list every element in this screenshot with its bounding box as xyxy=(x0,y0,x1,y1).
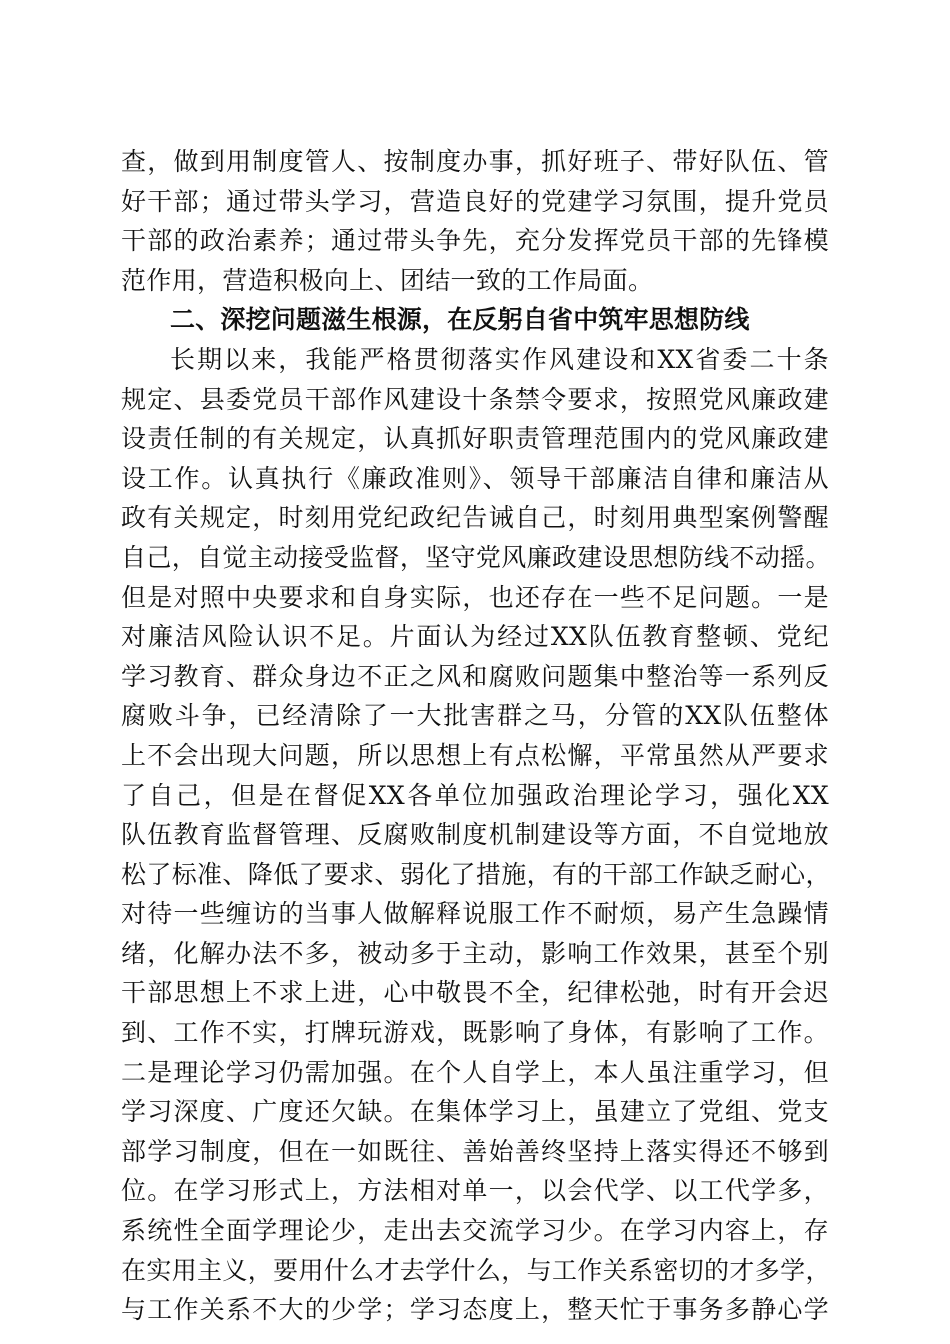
text-line: 自己，自觉主动接受监督，坚守党风廉政建设思想防线不动摇。 xyxy=(121,542,831,572)
text-line: 干部的政治素养；通过带头争先，充分发挥党员干部的先锋模 xyxy=(121,226,829,256)
text-line: 腐败斗争，已经清除了一大批害群之马，分管的XX队伍整体 xyxy=(121,701,829,731)
text-line: 到、工作不实，打牌玩游戏，既影响了身体，有影响了工作。 xyxy=(121,1018,829,1048)
text-line: 学习教育、群众身边不正之风和腐败问题集中整治等一系列反 xyxy=(121,661,829,691)
text-line: 但是对照中央要求和自身实际，也还存在一些不足问题。一是 xyxy=(121,582,829,612)
text-line: 长期以来，我能严格贯彻落实作风建设和XX省委二十条 xyxy=(170,344,829,374)
text-line: 范作用，营造积极向上、团结一致的工作局面。 xyxy=(121,265,654,295)
text-line: 查，做到用制度管人、按制度办事，抓好班子、带好队伍、管 xyxy=(121,147,829,176)
text-line: 学习深度、广度还欠缺。在集体学习上，虽建立了党组、党支 xyxy=(121,1097,829,1127)
text-line: 与工作关系不大的少学；学习态度上，整天忙于事务多静心学 xyxy=(121,1295,829,1325)
text-line: 队伍教育监督管理、反腐败制度机制建设等方面，不自觉地放 xyxy=(121,820,829,850)
text-line: 对待一些缠访的当事人做解释说服工作不耐烦，易产生急躁情 xyxy=(121,899,829,929)
text-line: 设责任制的有关规定，认真抓好职责管理范围内的党风廉政建 xyxy=(121,424,829,454)
text-line: 位。在学习形式上，方法相对单一，以会代学、以工代学多， xyxy=(121,1176,829,1206)
section-heading: 二、深挖问题滋生根源，在反躬自省中筑牢思想防线 xyxy=(170,305,750,335)
text-line: 对廉洁风险认识不足。片面认为经过XX队伍教育整顿、党纪 xyxy=(121,622,829,652)
text-line: 政有关规定，时刻用党纪政纪告诫自己，时刻用典型案例警醒 xyxy=(121,503,829,533)
text-line: 绪，化解办法不多，被动多于主动，影响工作效果，甚至个别 xyxy=(121,938,829,968)
text-line: 在实用主义，要用什么才去学什么，与工作关系密切的才多学， xyxy=(121,1255,831,1285)
text-line: 了自己，但是在督促XX各单位加强政治理论学习，强化XX xyxy=(121,780,829,810)
text-line: 干部思想上不求上进，心中敬畏不全，纪律松弛，时有开会迟 xyxy=(121,978,829,1008)
text-line: 部学习制度，但在一如既往、善始善终坚持上落实得还不够到 xyxy=(121,1136,829,1166)
document-body xyxy=(121,142,829,1330)
text-line: 松了标准、降低了要求、弱化了措施，有的干部工作缺乏耐心， xyxy=(121,859,831,889)
text-line: 规定、县委党员干部作风建设十条禁令要求，按照党风廉政建 xyxy=(121,384,829,414)
paragraph-2 xyxy=(121,340,829,1330)
paragraph-1 xyxy=(121,142,829,300)
text-line: 好干部；通过带头学习，营造良好的党建学习氛围，提升党员 xyxy=(121,186,829,216)
text-line: 上不会出现大问题，所以思想上有点松懈，平常虽然从严要求 xyxy=(121,740,829,770)
text-line: 设工作。认真执行《廉政准则》、领导干部廉洁自律和廉洁从 xyxy=(121,463,829,493)
text-line: 二是理论学习仍需加强。在个人自学上，本人虽注重学习，但 xyxy=(121,1057,829,1087)
text-line: 系统性全面学理论少，走出去交流学习少。在学习内容上，存 xyxy=(121,1216,829,1246)
